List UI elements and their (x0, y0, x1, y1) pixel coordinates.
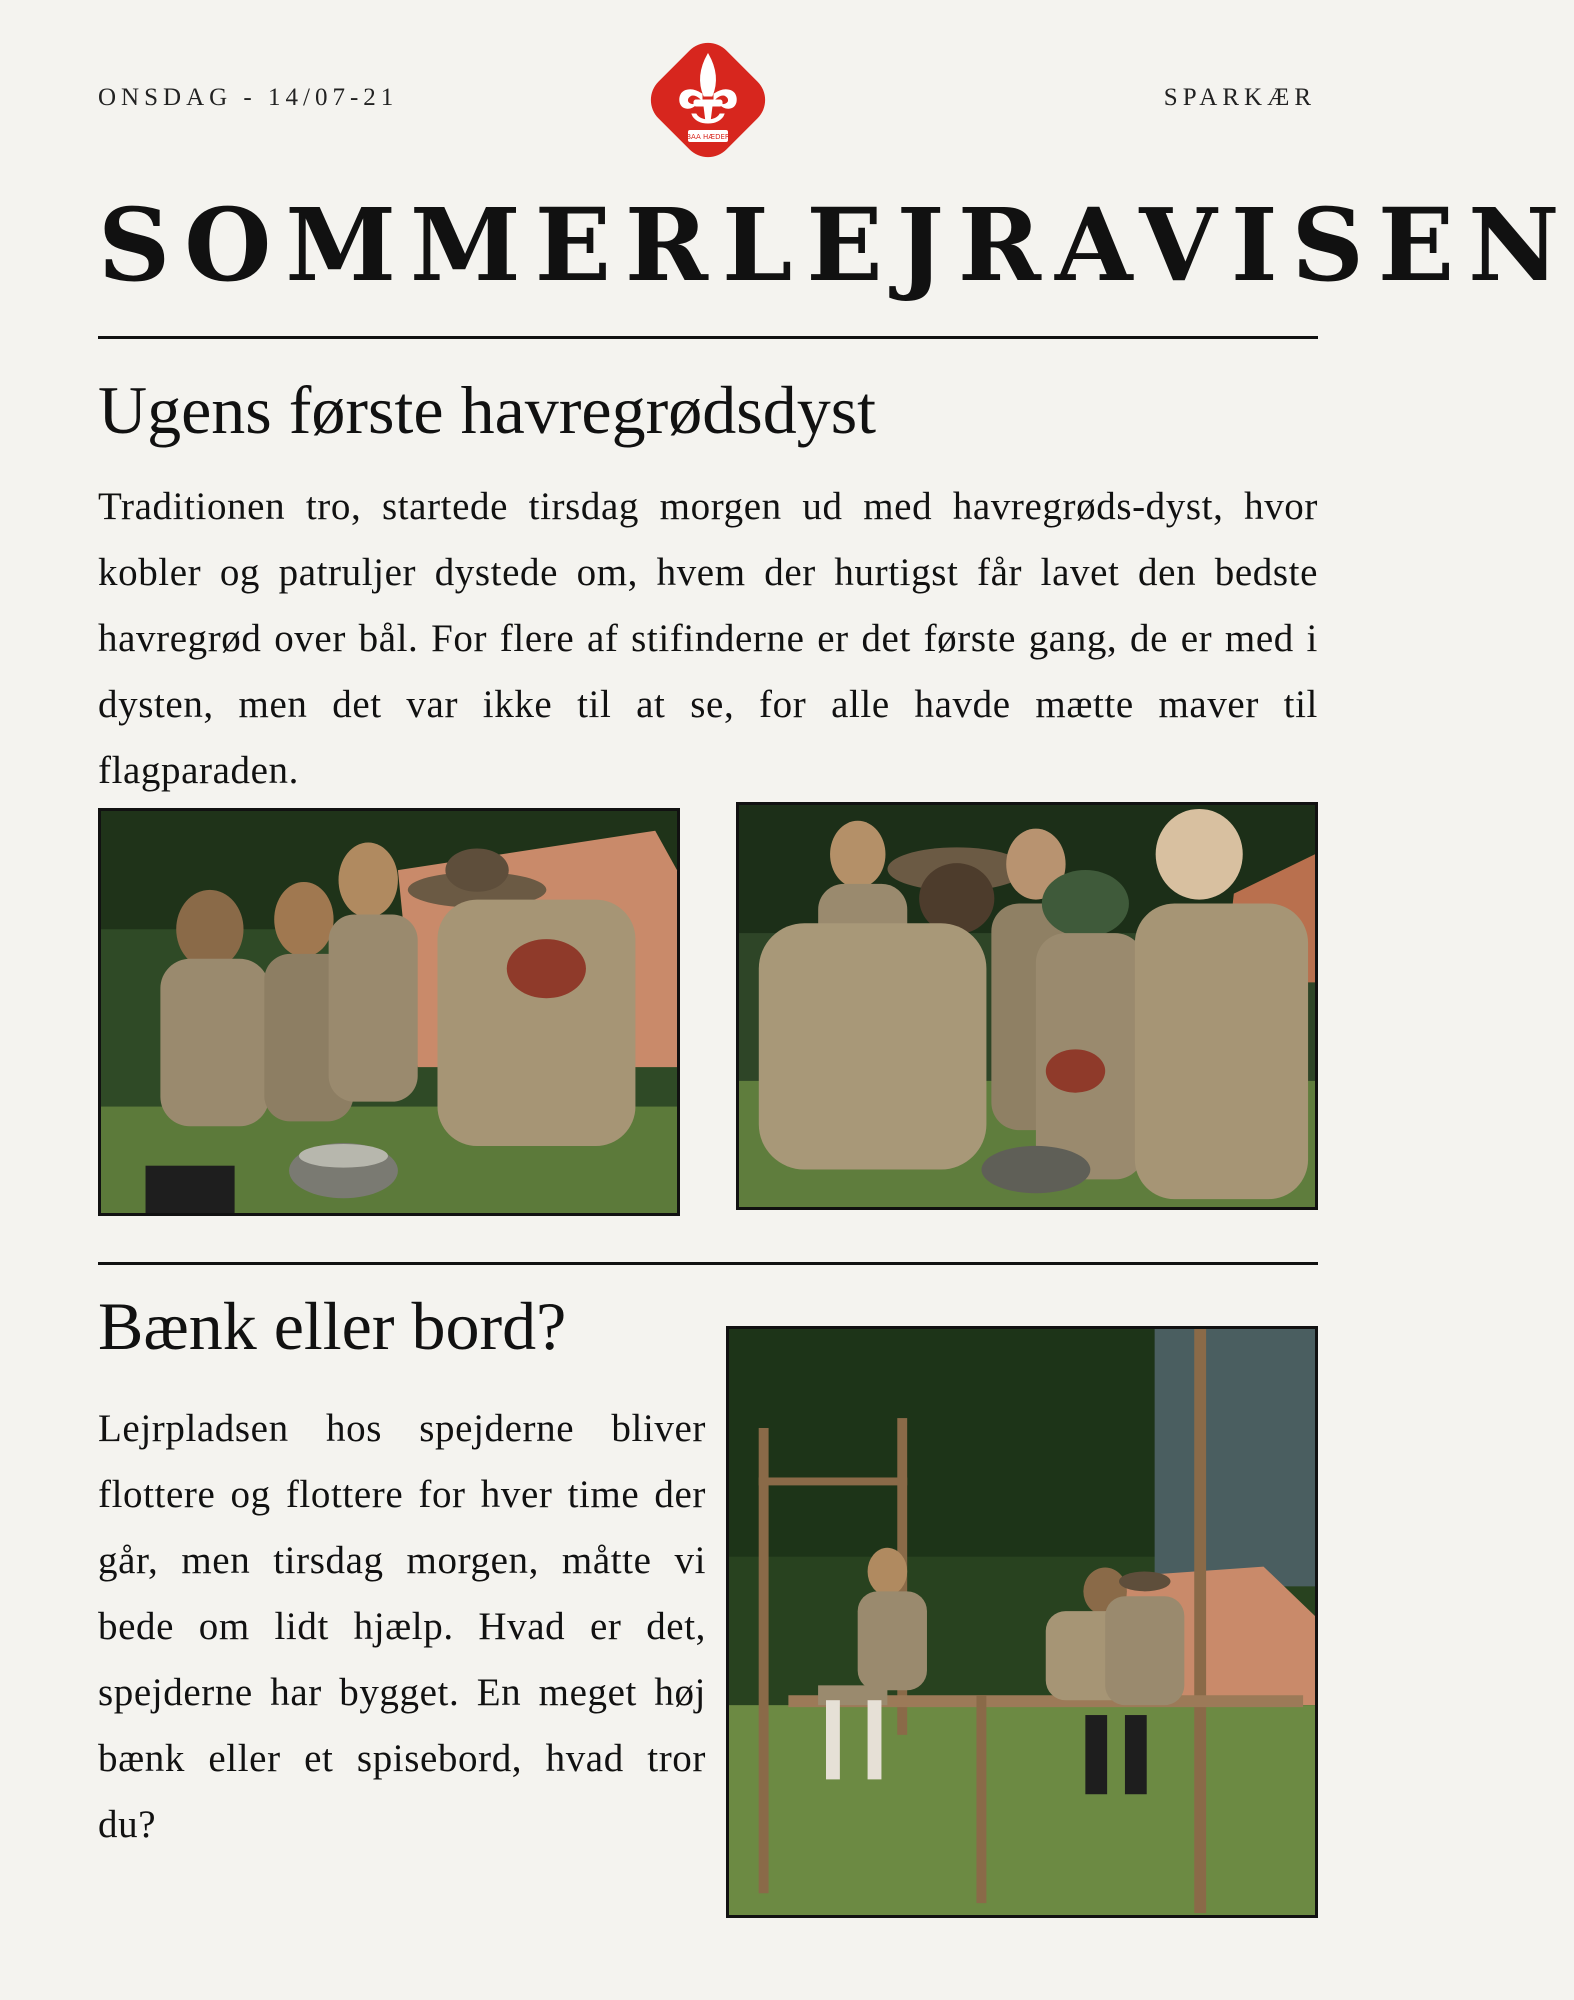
logo-banner-text: BAA HÆDER (686, 133, 730, 141)
top-divider (98, 336, 1318, 339)
article2-title: Bænk eller bord? (98, 1288, 567, 1364)
middle-divider (98, 1262, 1318, 1265)
issue-date: ONSDAG - 14/07-21 (98, 84, 399, 111)
newspaper-masthead: SOMMERLEJRAVISEN (98, 186, 1574, 304)
article2-body: Lejrpladsen hos spejderne bliver flottere og flottere for hver time der går, men tirsdag morgen, måtte vi bede om lidt hjælp. Hvad er det, spejderne har bygget. En meget høj bænk eller et spisebord, hvad tror du? (98, 1407, 706, 1846)
article1-title: Ugens første havregrødsdyst (98, 372, 877, 448)
scouts-tasting-photo (736, 802, 1318, 1210)
camp-location: SPARKÆR (1163, 84, 1316, 111)
article1-body: Traditionen tro, startede tirsdag morgen ud med havregrøds-dyst, hvor kobler og patruljer dystede om, hvem der hurtigst får lavet den bedste havregrød over bål. For flere af stifinderne er det første gang, de er med i dysten, men det var ikke til at se, for alle havde mætte maver til flagparaden. (98, 485, 1318, 792)
scouts-cooking-photo (98, 808, 680, 1216)
scout-lily-emblem-icon (638, 30, 778, 170)
lashed-wooden-table-photo (726, 1326, 1318, 1918)
